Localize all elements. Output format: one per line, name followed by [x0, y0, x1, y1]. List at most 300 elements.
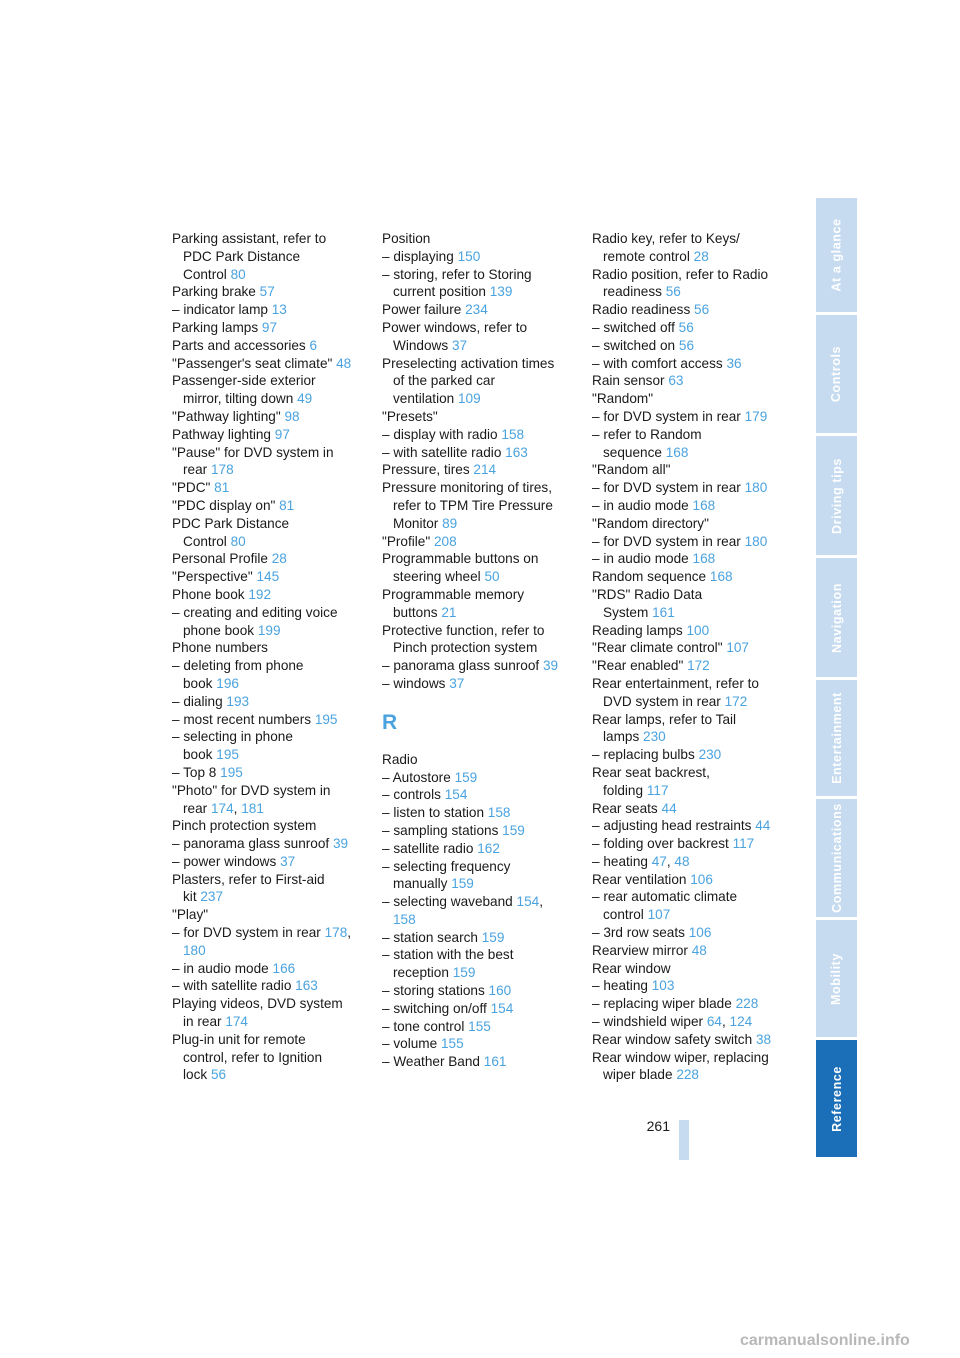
index-entry-text: Parts and accessories	[172, 337, 306, 353]
page-reference-link[interactable]: 168	[692, 497, 716, 513]
index-entry	[382, 822, 562, 840]
index-entry-text: Playing videos, DVD system in rear	[172, 996, 343, 1030]
index-entry	[382, 929, 562, 947]
page-reference-link[interactable]: 103	[651, 978, 675, 994]
chapter-tab-label: Controls	[829, 345, 844, 403]
index-entry	[172, 550, 352, 568]
index-entry-text: Rearview mirror	[592, 942, 688, 958]
index-entry	[382, 1053, 562, 1071]
chapter-tabs	[816, 198, 857, 1160]
page-reference-link[interactable]: 44	[755, 818, 771, 834]
chapter-tab-navigation[interactable]	[816, 558, 857, 677]
index-entry-text: – switched on	[592, 337, 676, 353]
index-entry-text: "Random all"	[592, 462, 671, 478]
page-reference-link[interactable]: 174	[210, 800, 234, 816]
page-reference-link[interactable]: 172	[724, 693, 748, 709]
index-entry	[172, 568, 352, 586]
index-entry-text: – creating and editing voice phone book	[172, 604, 338, 638]
page-reference-link[interactable]: 174	[225, 1014, 248, 1030]
index-entry	[592, 746, 777, 764]
page-reference-link[interactable]: 56	[665, 284, 681, 300]
chapter-tab-label: Navigation	[829, 582, 844, 653]
index-entry	[382, 266, 562, 302]
index-entry	[172, 586, 352, 604]
page-reference-link[interactable]: 150	[457, 248, 481, 264]
index-entry	[592, 515, 777, 533]
index-entry	[592, 817, 777, 835]
index-entry-text: Rain sensor	[592, 373, 665, 389]
chapter-tab-label: At a glance	[829, 218, 844, 292]
index-entry: – windshield wiper 64, 124	[592, 1014, 753, 1030]
index-entry	[172, 693, 352, 711]
page-reference-link[interactable]: 47	[651, 853, 667, 869]
index-entry-text: Radio	[382, 751, 418, 767]
index-entry-text: – satellite radio	[382, 840, 474, 856]
index-entry-text: Position	[382, 231, 431, 246]
index-column-2	[382, 230, 562, 1071]
page-reference-link[interactable]: 192	[248, 586, 272, 602]
page-reference-link[interactable]: 21	[441, 604, 457, 620]
index-entry	[592, 266, 777, 302]
page-reference-link[interactable]: 117	[732, 836, 755, 852]
index-entry	[172, 301, 352, 319]
index-entry-text: Preselecting activation times of the parked car ventilation	[382, 355, 555, 407]
index-entry	[382, 982, 562, 1000]
index-entry: – selecting waveband 154, 158	[382, 894, 543, 927]
index-entry	[382, 444, 562, 462]
index-entry	[172, 977, 352, 995]
index-entry	[172, 817, 352, 835]
index-entry	[382, 622, 562, 658]
index-entry	[172, 479, 352, 497]
page-reference-link[interactable]: 193	[226, 693, 250, 709]
page-reference-link[interactable]: 106	[688, 925, 712, 941]
page-reference-link[interactable]: 195	[216, 747, 239, 763]
index-entry-text: Rear window	[592, 960, 671, 976]
page-reference-link[interactable]: 234	[465, 302, 488, 318]
index-entry-text: Parking lamps	[172, 319, 259, 335]
page-number: 261	[646, 1118, 670, 1134]
page-reference-link[interactable]: 37	[449, 675, 465, 691]
page-reference-link[interactable]: 107	[647, 907, 671, 923]
page-reference-link[interactable]: 237	[200, 889, 224, 905]
index-entry-text: – Top 8	[172, 764, 217, 780]
index-entry-text: – most recent numbers	[172, 711, 312, 727]
index-entry	[172, 408, 352, 426]
watermark: carmanualsonline.info	[740, 1332, 910, 1349]
index-entry-text: Pinch protection system	[172, 818, 317, 834]
page-reference-link[interactable]: 48	[691, 942, 707, 958]
index-entry-text: – panorama glass sunroof	[382, 658, 540, 674]
index-entry-text: – with comfort access	[592, 355, 723, 371]
index-entry-text: Radio key, refer to Keys/ remote control	[592, 231, 740, 264]
index-entry	[592, 479, 777, 497]
page-reference-link[interactable]: 154	[490, 1000, 514, 1016]
page-reference-link[interactable]: 28	[693, 248, 709, 264]
index-entry	[592, 408, 777, 426]
index-entry-text: Passenger-side exterior mirror, tilting down	[172, 373, 316, 407]
page-reference-link[interactable]: 107	[726, 640, 749, 656]
index-entry-text: Power windows, refer to Windows	[382, 319, 528, 353]
index-entry-text: – selecting waveband	[382, 894, 513, 910]
page-reference-link[interactable]: 199	[257, 622, 281, 638]
index-entry-text: – deleting from phone book	[172, 658, 304, 691]
index-entry-text: – replacing wiper blade	[592, 996, 732, 1012]
index-entry-text: – for DVD system in rear	[172, 925, 321, 941]
index-entry	[592, 835, 777, 853]
index-entry-text: – heating	[592, 853, 648, 869]
index-entry	[592, 639, 777, 657]
index-entry	[592, 942, 777, 960]
index-entry	[592, 550, 777, 568]
index-entry	[172, 853, 352, 871]
chapter-tab-driving-tips[interactable]	[816, 436, 857, 555]
index-entry	[382, 408, 562, 426]
page-reference-link[interactable]: 155	[468, 1018, 491, 1034]
index-entry-text: – replacing bulbs	[592, 747, 695, 763]
index-entry-text: "RDS" Radio Data System	[592, 586, 703, 620]
index-entry	[382, 230, 562, 248]
page-reference-link[interactable]: 28	[271, 551, 287, 567]
index-entry-text: Power failure	[382, 302, 462, 318]
index-entry	[382, 1018, 562, 1036]
index-entry-text: Rear window safety switch	[592, 1031, 753, 1047]
index-entry	[592, 995, 777, 1013]
index-entry	[172, 995, 352, 1031]
page-reference-link[interactable]: 89	[442, 515, 458, 531]
page-reference-link[interactable]: 100	[686, 622, 710, 638]
page-reference-link[interactable]: 230	[643, 729, 666, 745]
index-entry-text: Rear lamps, refer to Tail lamps	[592, 711, 737, 745]
section-letter: R	[382, 710, 398, 734]
index-entry-text: – adjusting head restraints	[592, 818, 752, 834]
chapter-tab-at-a-glance[interactable]	[816, 198, 857, 312]
page-reference-link[interactable]: 163	[505, 444, 528, 460]
index-entry-text: Radio readiness	[592, 302, 691, 318]
index-entry-text: "PDC display on"	[172, 497, 276, 513]
page-reference-link[interactable]: 161	[652, 604, 675, 620]
page-reference-link[interactable]: 159	[452, 965, 476, 981]
index-entry	[172, 728, 352, 764]
index-entry-text: "Perspective"	[172, 569, 253, 585]
index-entry	[592, 372, 777, 390]
page-reference-link[interactable]: 56	[210, 1067, 227, 1083]
page-reference-link[interactable]: 37	[451, 337, 468, 353]
index-entry-text: Plug-in unit for remote control, refer to Ignition lock	[172, 1031, 323, 1083]
index-entry-text: – storing stations	[382, 983, 485, 999]
index-entry	[382, 301, 562, 319]
index-entry-text: – Autostore	[382, 769, 451, 785]
index-entry-text: "Random directory"	[592, 515, 709, 531]
page-reference-link[interactable]: 162	[477, 840, 500, 856]
index-entry-text: "Photo" for DVD system in rear	[172, 782, 331, 816]
index-entry-text: – power windows	[172, 853, 277, 869]
page-reference-link[interactable]: 80	[230, 266, 246, 282]
index-entry	[382, 786, 562, 804]
index-entry	[382, 586, 562, 622]
page-reference-link[interactable]: 50	[484, 569, 500, 585]
page-reference-link[interactable]: 168	[665, 444, 689, 460]
page-reference-link[interactable]: 48	[674, 853, 690, 869]
page-reference-link[interactable]: 124	[729, 1014, 753, 1030]
index-entry-text: – display with radio	[382, 426, 498, 442]
index-entry	[172, 444, 352, 480]
index-entry-text: "Rear climate control"	[592, 640, 723, 656]
page-reference-link[interactable]: 172	[687, 658, 710, 674]
index-entry	[172, 497, 352, 515]
page-reference-link[interactable]: 56	[694, 302, 710, 318]
index-entry-text: Radio position, refer to Radio readiness	[592, 266, 769, 300]
index-entry	[172, 871, 352, 907]
index-entry	[382, 804, 562, 822]
index-entry	[382, 426, 562, 444]
index-entry-text: Phone numbers	[172, 640, 268, 656]
page-reference-link[interactable]: 81	[214, 480, 230, 496]
chapter-tab-controls[interactable]	[816, 315, 857, 433]
chapter-tab-communications[interactable]	[816, 799, 857, 917]
chapter-tab-label: Driving tips	[829, 457, 844, 534]
index-entry-text: – Weather Band	[382, 1054, 480, 1070]
index-entry	[592, 657, 777, 675]
page-reference-link[interactable]: 158	[501, 426, 525, 442]
index-entry-text: – heating	[592, 978, 648, 994]
index-entry	[172, 639, 352, 657]
page-reference-link[interactable]: 155	[440, 1036, 464, 1052]
chapter-tab-mobility[interactable]	[816, 920, 857, 1037]
page-reference-link[interactable]: 154	[444, 787, 468, 803]
page-reference-link[interactable]: 168	[692, 551, 716, 567]
index-entry: – for DVD system in rear 178, 180	[172, 925, 352, 958]
page-reference-link[interactable]: 180	[183, 942, 206, 958]
index-entry-text: Rear ventilation	[592, 871, 687, 887]
index-entry-text: "Play"	[172, 907, 209, 923]
index-entry	[592, 301, 777, 319]
page-reference-link[interactable]: 161	[483, 1054, 507, 1070]
chapter-tab-label: Reference	[829, 1065, 844, 1132]
page-reference-link[interactable]: 81	[279, 497, 295, 513]
index-entry-text: – in audio mode	[592, 497, 689, 513]
index-entry-text: – in audio mode	[172, 960, 269, 976]
page-reference-link[interactable]: 13	[271, 302, 287, 318]
index-entry	[592, 337, 777, 355]
page-reference-link[interactable]: 80	[230, 533, 246, 549]
index-entry-text: – switched off	[592, 319, 675, 335]
index-entry-text: – rear automatic climate control	[592, 889, 738, 923]
index-entry-text: "Profile"	[382, 533, 431, 549]
index-entry	[172, 711, 352, 729]
page-reference-link[interactable]: 158	[487, 805, 511, 821]
index-entry	[172, 372, 352, 408]
page-reference-link[interactable]: 37	[280, 853, 296, 869]
chapter-tab-label: Mobility	[829, 952, 844, 1005]
index-entry	[592, 871, 777, 889]
page-reference-link[interactable]: 166	[272, 960, 296, 976]
index-entry-text: – controls	[382, 787, 441, 803]
index-entry	[592, 960, 777, 978]
index-entry-text: Personal Profile	[172, 551, 268, 567]
page-reference-link[interactable]: 56	[678, 319, 694, 335]
index-entry-text: PDC Park Distance Control	[172, 515, 290, 549]
page-reference-link[interactable]: 196	[216, 675, 239, 691]
index-entry-text: "Presets"	[382, 408, 438, 424]
index-entry-text: – 3rd row seats	[592, 925, 685, 941]
index-entry	[382, 769, 562, 787]
index-entry	[172, 283, 352, 301]
index-entry	[382, 751, 562, 769]
index-entry-text: Pressure, tires	[382, 462, 470, 478]
page-reference-link[interactable]: 36	[726, 355, 742, 371]
index-entry	[592, 533, 777, 551]
index-entry-text: – tone control	[382, 1018, 465, 1034]
page-reference-link[interactable]: 64	[706, 1014, 722, 1030]
chapter-tab-label: Entertainment	[829, 692, 844, 784]
page-reference-link[interactable]: 181	[241, 800, 264, 816]
index-entry-text: – station search	[382, 929, 478, 945]
index-entry	[382, 675, 562, 693]
page-reference-link[interactable]: 139	[489, 284, 513, 300]
page-number-bar	[679, 1120, 689, 1160]
index-entry-text: – folding over backrest	[592, 836, 729, 852]
index-entry-text: "Rear enabled"	[592, 658, 684, 674]
index-entry-text: – sampling stations	[382, 822, 499, 838]
index-entry-text: "Random"	[592, 391, 654, 407]
page-reference-link[interactable]: 39	[542, 658, 559, 674]
page-reference-link[interactable]: 44	[661, 800, 677, 816]
index-entry-text: "Passenger's seat climate"	[172, 355, 333, 371]
index-entry	[382, 657, 562, 675]
index-entry	[172, 960, 352, 978]
page-reference-link[interactable]: 97	[274, 426, 290, 442]
page-reference-link[interactable]: 195	[220, 764, 243, 780]
index-entry-text: – volume	[382, 1036, 438, 1052]
index-entry	[592, 800, 777, 818]
page-reference-link[interactable]: 109	[458, 391, 481, 407]
index-entry-text: Phone book	[172, 586, 245, 602]
page-reference-link[interactable]: 179	[744, 408, 768, 424]
index-entry	[172, 657, 352, 693]
index-entry-text: Rear seat backrest, folding	[592, 764, 710, 798]
index-entry-text: – for DVD system in rear	[592, 533, 741, 549]
page-reference-link[interactable]: 168	[709, 569, 733, 585]
index-entry-text: Pathway lighting	[172, 426, 271, 442]
page-reference-link[interactable]: 49	[297, 391, 313, 407]
index-entry	[172, 906, 352, 924]
index-entry	[382, 858, 562, 894]
index-entry	[592, 888, 777, 924]
page-reference-link[interactable]: 63	[668, 373, 684, 389]
page-reference-link[interactable]: 214	[473, 462, 497, 478]
page-reference-link[interactable]: 158	[393, 911, 416, 927]
index-column-1	[172, 230, 352, 1084]
index-entry	[592, 1031, 777, 1049]
page-reference-link[interactable]: 98	[284, 408, 300, 424]
page-reference-link[interactable]: 117	[646, 782, 669, 798]
page-reference-link[interactable]: 145	[256, 569, 280, 585]
page-reference-link[interactable]: 228	[676, 1067, 699, 1083]
page-reference-link[interactable]: 6	[309, 337, 318, 353]
page-reference-link[interactable]: 106	[690, 871, 713, 887]
page-reference-link[interactable]: 159	[502, 822, 525, 838]
index-entry-text: – windshield wiper	[592, 1014, 704, 1030]
index-entry-text: Rear seats	[592, 800, 658, 816]
index-entry-text: Parking assistant, refer to PDC Park Distance Control	[172, 231, 327, 282]
index-entry	[172, 515, 352, 551]
index-entry-text: – for DVD system in rear	[592, 480, 741, 496]
page-reference-link[interactable]: 56	[678, 337, 695, 353]
chapter-tab-entertainment[interactable]	[816, 680, 857, 796]
page-reference-link[interactable]: 159	[481, 929, 505, 945]
index-entry-text: – selecting in phone book	[172, 729, 293, 763]
index-entry	[382, 1000, 562, 1018]
index-entry	[382, 479, 562, 532]
page-reference-link[interactable]: 178	[324, 925, 348, 941]
index-entry-text: – storing, refer to Storing current position	[382, 266, 532, 300]
index-entry	[592, 426, 777, 462]
index-entry	[592, 675, 777, 711]
index-entry-text: – indicator lamp	[172, 302, 268, 318]
page-reference-link[interactable]: 57	[259, 284, 275, 300]
index-entry	[592, 319, 777, 337]
index-entry	[382, 946, 562, 982]
index-entry	[172, 230, 352, 283]
index-entry	[592, 622, 777, 640]
page-reference-link[interactable]: 160	[488, 983, 512, 999]
index-entry	[592, 924, 777, 942]
chapter-tab-reference[interactable]	[816, 1040, 857, 1157]
index-entry-text: – windows	[382, 675, 446, 691]
index-entry	[592, 977, 777, 995]
index-entry	[592, 230, 777, 266]
page-reference-link[interactable]: 163	[295, 978, 318, 994]
page-reference-link[interactable]: 154	[516, 894, 540, 910]
index-entry	[172, 337, 352, 355]
page-reference-link[interactable]: 48	[336, 355, 352, 371]
page-reference-link[interactable]: 178	[210, 462, 234, 478]
index-entry-text: Protective function, refer to Pinch protection system	[382, 622, 545, 656]
index-entry-text: "Pathway lighting"	[172, 408, 281, 424]
index-entry	[172, 835, 352, 853]
index-entry	[382, 550, 562, 586]
index-entry	[172, 319, 352, 337]
page-reference-link[interactable]: 228	[735, 996, 759, 1012]
index-entry-text: Reading lamps	[592, 622, 683, 638]
index-entry-text: – for DVD system in rear	[592, 408, 741, 424]
page-reference-link[interactable]: 159	[454, 769, 478, 785]
page-reference-link[interactable]: 39	[332, 836, 349, 852]
page-reference-link[interactable]: 230	[698, 747, 722, 763]
index-entry-text: Plasters, refer to First-aid kit	[172, 871, 325, 905]
index-entry-text: – refer to Random sequence	[592, 426, 702, 460]
page-reference-link[interactable]: 208	[433, 533, 457, 549]
index-entry-text: – dialing	[172, 693, 223, 709]
page-reference-link[interactable]: 97	[261, 319, 278, 335]
index-entry	[172, 604, 352, 640]
page-reference-link[interactable]: 180	[744, 480, 768, 496]
page-reference-link[interactable]: 159	[451, 876, 474, 892]
index-entry-text: "PDC"	[172, 480, 211, 496]
index-entry-text: Rear entertainment, refer to DVD system in rear	[592, 675, 759, 709]
index-entry-text: – with satellite radio	[382, 444, 502, 460]
page-reference-link[interactable]: 195	[314, 711, 338, 727]
index-entry	[592, 461, 777, 479]
index-entry	[382, 461, 562, 479]
index-entry	[382, 1035, 562, 1053]
index-entry	[592, 568, 777, 586]
index-entry	[172, 1031, 352, 1084]
page-reference-link[interactable]: 38	[755, 1031, 772, 1047]
page-reference-link[interactable]: 180	[744, 533, 768, 549]
index-entry	[382, 319, 562, 355]
